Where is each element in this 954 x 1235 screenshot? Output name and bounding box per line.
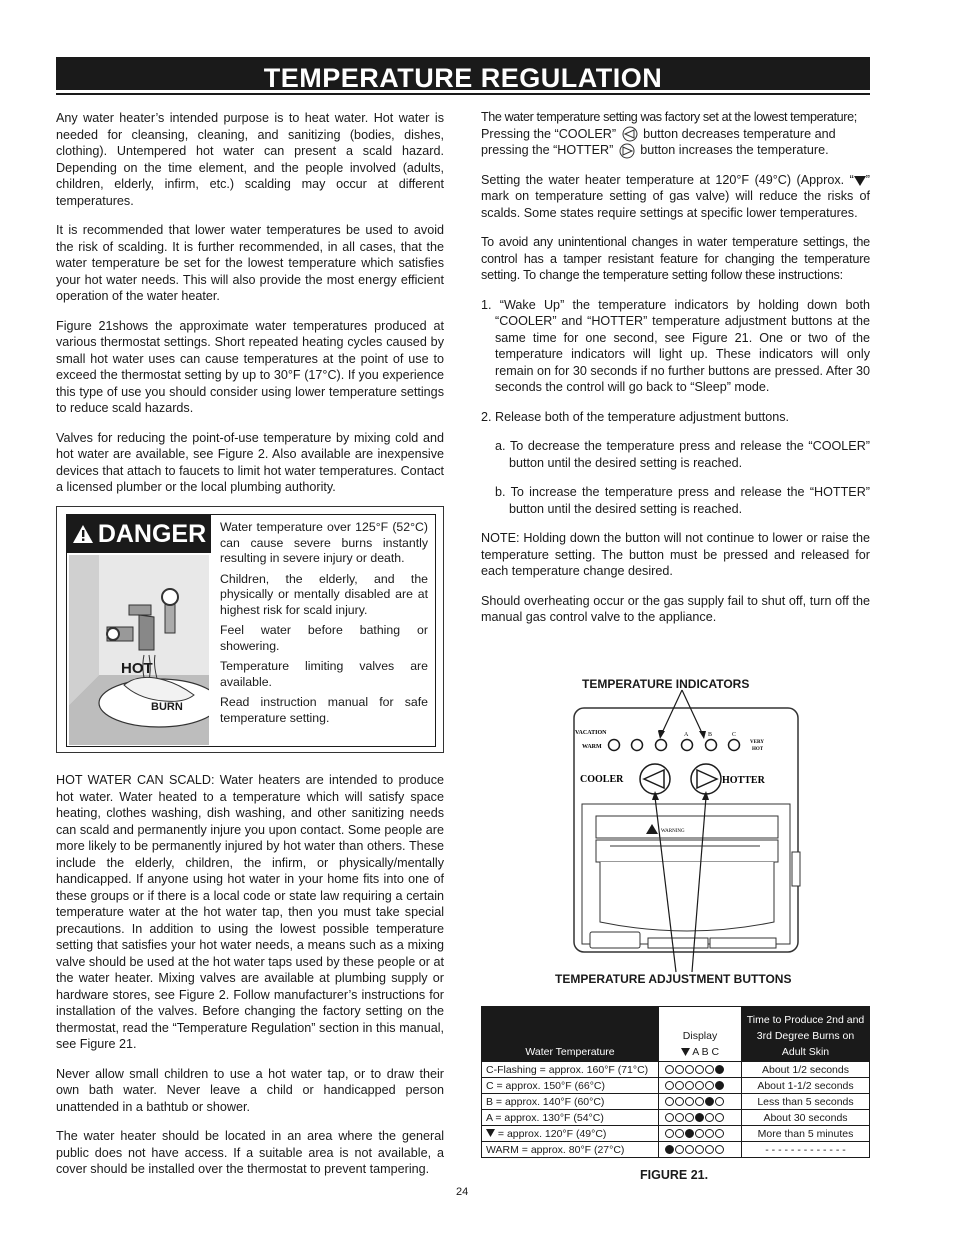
indicator-dot bbox=[665, 1129, 674, 1138]
row-temperature-text: A = approx. 130°F (54°C) bbox=[486, 1111, 604, 1124]
row-time: About 1/2 seconds bbox=[742, 1062, 870, 1078]
cooler-label: COOLER bbox=[580, 774, 624, 785]
row-temperature bbox=[482, 1126, 659, 1142]
step-2b: b. To increase the temperature press and release the “HOTTER” button until the desired setting is reached. bbox=[495, 485, 870, 516]
row-temperature bbox=[482, 1094, 659, 1110]
row-temperature bbox=[482, 1078, 659, 1094]
indicator-dot bbox=[675, 1081, 684, 1090]
row-time: Less than 5 seconds bbox=[742, 1094, 870, 1110]
paragraph: HOT WATER CAN SCALD: Water heaters are intended to produce hot water. Water heated to a temperature which will satisfy space heating, clothes washing, dish washing, and other sanitizing needs can scald and permanently injure you upon contact. Some people are more likely to be permanently injured by hot water than others. These include the elderly, children, the infirm, or physically/mentally handicapped. If anyone using hot water in your home fits into one of these groups or if there is a local code or state law requiring a certain temperature water at the hot water tap, then you must take special precautions. In addition to using the lowest possible temperature setting that satisfies your hot water needs, a means such as a mixing valve should be used at the hot water taps used by these people or at the water heater. Mixing valves are available at plumbing supply or hardware stores, see Figure 2. Follow manufacturer’s instructions for installation of the valves. Before changing the factory setting on the thermostat, read the “Temperature Regulation” section in this manual, see Figure 21. bbox=[56, 773, 444, 1051]
row-temperature bbox=[482, 1142, 659, 1158]
page-title: TEMPERATURE REGULATION bbox=[263, 63, 663, 93]
row-time: More than 5 minutes bbox=[742, 1126, 870, 1142]
danger-line: Water temperature over 125°F (52°C) can cause severe burns instantly resulting in severe injury or death. bbox=[220, 520, 428, 565]
row-temperature-text: B = approx. 140°F (60°C) bbox=[486, 1095, 605, 1108]
indicator-dot bbox=[665, 1097, 674, 1106]
indicator-dot bbox=[705, 1081, 714, 1090]
indicator-dot bbox=[695, 1129, 704, 1138]
warning-text: WARNING bbox=[661, 829, 685, 834]
indicator-dot bbox=[695, 1065, 704, 1074]
row-time: - - - - - - - - - - - - - bbox=[742, 1142, 870, 1158]
temperature-table bbox=[481, 1006, 870, 1158]
hotter-label: HOTTER bbox=[722, 775, 765, 786]
hot-label: HOT bbox=[752, 747, 764, 752]
header-water-temperature: Water Temperature bbox=[482, 1007, 659, 1062]
indicator-dot bbox=[675, 1113, 684, 1122]
paragraph: Setting the water heater temperature at 120°F (49°C) (Approx. “ ” mark on temperature setting of gas valve) will reduce the risks of scalds. Some states require settings at specific lower temperatures. bbox=[481, 172, 870, 220]
temperature-adjustment-buttons-label: TEMPERATURE ADJUSTMENT BUTTONS bbox=[555, 972, 792, 986]
indicator-dot bbox=[705, 1065, 714, 1074]
indicator-dot bbox=[675, 1129, 684, 1138]
indicator-dot bbox=[695, 1097, 704, 1106]
warm-text: WARM bbox=[582, 744, 602, 750]
row-temperature-text: C-Flashing = approx. 160°F (71°C) bbox=[486, 1063, 649, 1076]
row-display bbox=[659, 1062, 742, 1078]
row-time: About 30 seconds bbox=[742, 1110, 870, 1126]
indicator-dot bbox=[685, 1097, 694, 1106]
row-display bbox=[659, 1078, 742, 1094]
indicator-dot bbox=[705, 1097, 714, 1106]
triangle-down-icon bbox=[681, 1048, 690, 1056]
indicator-dot bbox=[665, 1065, 674, 1074]
row-temperature-text: C = approx. 150°F (66°C) bbox=[486, 1079, 605, 1092]
figure-caption: FIGURE 21. bbox=[640, 1168, 709, 1182]
indicator-dot bbox=[715, 1097, 724, 1106]
step-2a: a. To decrease the temperature press and release the “COOLER” button until the desired setting is reached. bbox=[495, 439, 870, 470]
indicator-dot bbox=[685, 1081, 694, 1090]
danger-line: Feel water before bathing or showering. bbox=[220, 623, 428, 653]
indicator-dot bbox=[705, 1113, 714, 1122]
vacation-text: VACATION bbox=[575, 730, 607, 736]
indicator-dot bbox=[665, 1145, 674, 1154]
row-display bbox=[659, 1110, 742, 1126]
indicator-dot bbox=[715, 1065, 724, 1074]
row-display bbox=[659, 1126, 742, 1142]
note: NOTE: Holding down the button will not continue to lower or raise the temperature setting. The button must be pressed and released for each temperature change desired. bbox=[481, 531, 870, 579]
paragraph: The water heater should be located in an area where the general public does not have access. If a suitable area is not available, a cover should be installed over the thermostat to prevent tampering. bbox=[56, 1129, 444, 1176]
label-a: A bbox=[684, 732, 689, 738]
indicator-dot bbox=[675, 1145, 684, 1154]
temperature-indicators-label: TEMPERATURE INDICATORS bbox=[582, 677, 750, 691]
indicator-dot bbox=[695, 1145, 704, 1154]
label-c: C bbox=[732, 732, 737, 738]
step-1: 1. “Wake Up” the temperature indicators by holding down both “COOLER” and “HOTTER” temperature adjustment buttons at the same time for one second, see Figure 21. One or two of the temperature indicators will light up. These indicators will only remain on for 30 seconds if no further buttons are pressed. After 30 seconds the control will go back to “Sleep” mode. bbox=[481, 297, 870, 395]
danger-line: Temperature limiting valves are available. bbox=[220, 659, 428, 689]
page-number: 24 bbox=[456, 1186, 469, 1198]
paragraph: Never allow small children to use a hot water tap, or to draw their own bath water. Never leave a child or handicapped person unattended in a bathtub or shower. bbox=[56, 1066, 444, 1114]
indicator-dot bbox=[665, 1113, 674, 1122]
header-time: Time to Produce 2nd and 3rd Degree Burns on Adult Skin bbox=[742, 1007, 870, 1062]
indicator-dot bbox=[685, 1113, 694, 1122]
burn-text: BURN bbox=[151, 701, 183, 713]
indicator-dot bbox=[705, 1145, 714, 1154]
indicator-dot bbox=[685, 1129, 694, 1138]
danger-line: Read instruction manual for safe temperature setting. bbox=[220, 695, 428, 725]
table-row bbox=[482, 1110, 870, 1126]
table-row bbox=[482, 1142, 870, 1158]
indicator-dot bbox=[705, 1129, 714, 1138]
step-2: 2. Release both of the temperature adjustment buttons. bbox=[481, 409, 790, 424]
indicator-dot bbox=[715, 1129, 724, 1138]
triangle-down-icon bbox=[486, 1129, 495, 1137]
header-display: Display A B C bbox=[659, 1007, 742, 1062]
very-text: VERY bbox=[750, 740, 764, 745]
paragraph: Valves for reducing the point-of-use temperature by mixing cold and hot water are available, see Figure 2. Also available are inexpensive devices that attach to faucets to limit hot water temperatures. Contact a licensed plumber or the local plumbing authority. bbox=[56, 430, 444, 494]
danger-heading-text: DANGER bbox=[97, 519, 207, 548]
table-header bbox=[482, 1007, 870, 1062]
paragraph: Should overheating occur or the gas supply fail to shut off, turn off the manual gas control valve to the appliance. bbox=[481, 593, 870, 625]
table-row bbox=[482, 1126, 870, 1142]
table-row bbox=[482, 1078, 870, 1094]
row-temperature-text: = approx. 120°F (49°C) bbox=[495, 1127, 607, 1140]
danger-line: Children, the elderly, and the physically or mentally disabled are at highest risk for scald injury. bbox=[220, 571, 428, 617]
indicator-dot bbox=[675, 1097, 684, 1106]
indicator-dot bbox=[695, 1113, 704, 1122]
label-b: B bbox=[708, 732, 713, 738]
table-row bbox=[482, 1062, 870, 1078]
indicator-dot bbox=[685, 1065, 694, 1074]
indicator-dot bbox=[675, 1065, 684, 1074]
hot-text: HOT bbox=[121, 660, 153, 677]
row-temperature bbox=[482, 1110, 659, 1126]
indicator-dot bbox=[715, 1145, 724, 1154]
paragraph: To avoid any unintentional changes in water temperature settings, the control has a tamper resistant feature for changing the temperature setting. To change the temperature setting follow these instructions: bbox=[481, 235, 870, 283]
row-display bbox=[659, 1142, 742, 1158]
paragraph: Any water heater’s intended purpose is to heat water. Hot water is needed for cleansing, cleaning, and sanitizing (bodies, dishes, clothing). Untempered hot water can present a scald hazard. Depending on the time element, and the people involved (adults, children, elderly, infirm, etc.) scalding may occur at different temperatures. bbox=[56, 111, 444, 208]
table-row bbox=[482, 1094, 870, 1110]
indicator-dot bbox=[685, 1145, 694, 1154]
indicator-dot bbox=[665, 1081, 674, 1090]
row-temperature-text: WARM = approx. 80°F (27°C) bbox=[486, 1143, 625, 1156]
row-temperature bbox=[482, 1062, 659, 1078]
row-display bbox=[659, 1094, 742, 1110]
indicator-dot bbox=[715, 1081, 724, 1090]
paragraph: The water temperature setting was factory set at the lowest temperature; Pressing the “COOLER” button decreases temperature and pressing the “HOTTER” button increases the temperature. bbox=[481, 110, 857, 158]
indicator-dot bbox=[695, 1081, 704, 1090]
paragraph: Figure 21shows the approximate water temperatures produced at various thermostat settings. Short repeated heating cycles caused by small hot water uses can cause temperatures at the point of use to exceed the thermostat setting by up to 30°F (17°C). If you experience this type of use you should consider using lower temperature settings to reduce scald hazards. bbox=[56, 318, 444, 415]
row-time: About 1-1/2 seconds bbox=[742, 1078, 870, 1094]
paragraph: It is recommended that lower water temperatures be used to avoid the risk of scalding. It is further recommended, in all cases, that the water temperature be set for the lowest temperature which satisfies your hot water needs. This will also provide the most energy efficient operation of the water heater. bbox=[56, 223, 444, 303]
indicator-dot bbox=[715, 1113, 724, 1122]
